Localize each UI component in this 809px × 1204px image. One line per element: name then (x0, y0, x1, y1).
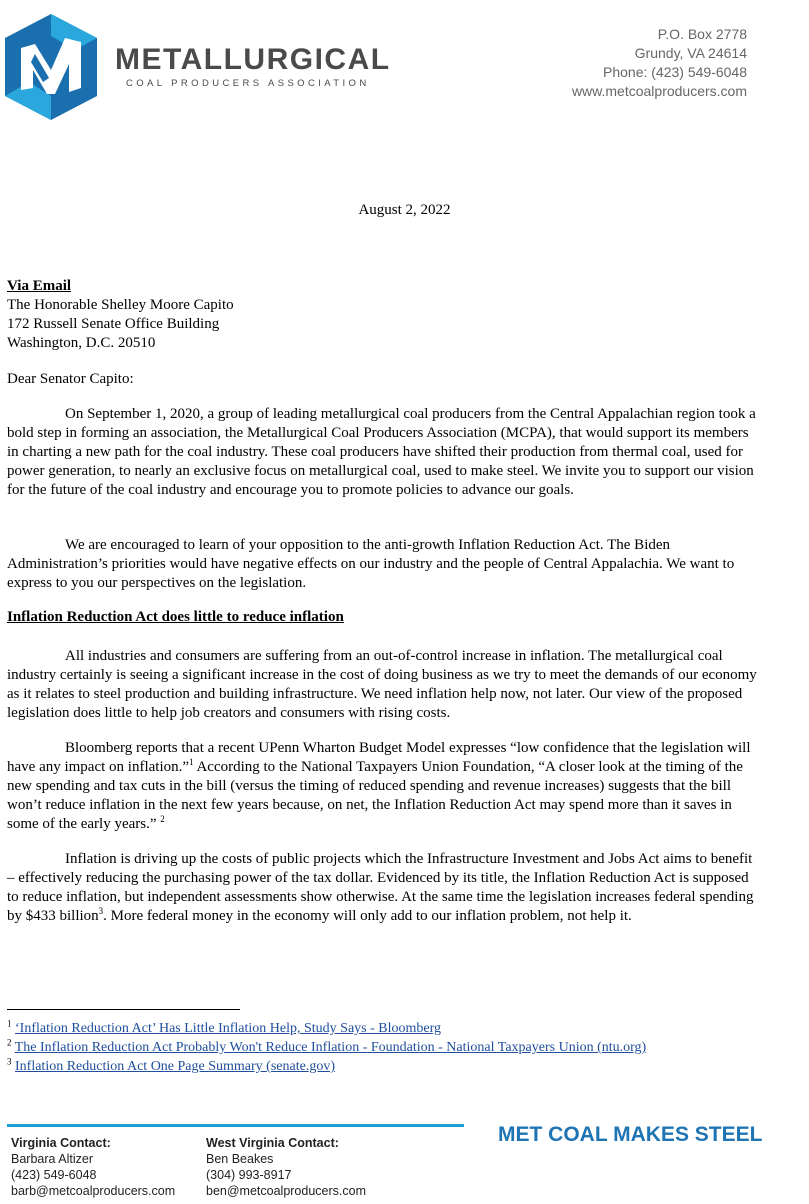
footer-divider (7, 1124, 464, 1127)
website[interactable]: www.metcoalproducers.com (571, 83, 747, 99)
va-contact-email[interactable]: barb@metcoalproducers.com (11, 1184, 176, 1198)
footnotes (7, 1019, 646, 1076)
footer-slogan: MET COAL MAKES STEEL (498, 1123, 763, 1146)
mcpa-logo-icon (5, 14, 97, 120)
va-contact-name: Barbara Altizer (11, 1152, 93, 1166)
footnote-ref-1[interactable]: 1 (189, 757, 194, 767)
virginia-contact (11, 1135, 175, 1199)
footnote-link-3[interactable]: Inflation Reduction Act One Page Summary (senate.gov) (15, 1059, 335, 1074)
wv-contact-phone: (304) 993-8917 (206, 1168, 292, 1182)
footnote-3: $^3$ Inflation Reduction Act One Page Summary (senate.gov) (7, 1056, 335, 1074)
paragraph-1: On September 1, 2020, a group of leading metallurgical coal producers from the Central Appalachian region took a bold step in forming an association, the Metallurgical Coal Producers Association (MCPA), that would support its members in charting a new path for the coal industry. These coal producers have shifted their production from thermal coal, used for power generation, to nearly an exclusive focus on metallurgical coal, used to make steel. We invite you to support our vision for the future of the coal industry and encourage you to promote policies to advance our goals. (7, 406, 756, 498)
footnote-ref-3[interactable]: 3 (98, 906, 104, 916)
via-email: Via Email (7, 278, 72, 294)
wv-contact-name: Ben Beakes (206, 1152, 274, 1166)
city-state: Grundy, VA 24614 (634, 45, 747, 61)
recipient-office: 172 Russell Senate Office Building (7, 316, 220, 332)
recipient-city: Washington, D.C. 20510 (7, 335, 156, 351)
paragraph-5: Inflation is driving up the costs of public projects which the Infrastructure Investment and Jobs Act aims to benefit – effectively reducing the purchasing power of the tax dollar. Evidenced by its title, the Inflation Reduction Act is supposed to reduce inflation, but independent assessments show otherwise. At the same time the legislation increases federal spending by $433 billion$^3$. More federal money in the economy will only add to our inflation problem, not help it. (7, 851, 754, 924)
salutation: Dear Senator Capito: (7, 371, 134, 387)
west-virginia-contact (206, 1135, 366, 1199)
footnote-ref-2[interactable]: 2 (160, 814, 165, 824)
wv-contact-email[interactable]: ben@metcoalproducers.com (206, 1184, 366, 1198)
wv-contact-title: West Virginia Contact: (206, 1136, 339, 1150)
va-contact-title: Virginia Contact: (11, 1136, 111, 1150)
phone: Phone: (423) 549-6048 (603, 64, 747, 80)
paragraph-2: We are encouraged to learn of your opposition to the anti-growth Inflation Reduction Act. The Biden Administration’s priorities would have negative effects on our industry and the people of Central Appalachia. We want to express to you our perspectives on the legislation. (7, 537, 735, 591)
address-block (572, 25, 747, 101)
section-heading: Inflation Reduction Act does little to reduce inflation (7, 609, 344, 625)
paragraph-3: All industries and consumers are suffering from an out-of-control increase in inflation. The metallurgical coal industry certainly is seeing a significant increase in the cost of doing business as we try to meet the demands of our economy as it relates to steel production and building infrastructure. We need inflation help now, not later. Our view of the proposed legislation does little to help job creators and consumers with rising costs. (7, 648, 757, 721)
recipient-name: The Honorable Shelley Moore Capito (7, 297, 234, 313)
footnote-link-1[interactable]: ‘Inflation Reduction Act’ Has Little Inflation Help, Study Says - Bloomberg (15, 1021, 442, 1036)
va-contact-phone: (423) 549-6048 (11, 1168, 97, 1182)
footnote-link-2[interactable]: The Inflation Reduction Act Probably Won't Reduce Inflation - Foundation - National Taxpayers Union (ntu.org) (14, 1040, 647, 1055)
footnote-divider (7, 1009, 240, 1010)
org-name: METALLURGICAL (115, 43, 391, 76)
org-subtitle: COAL PRODUCERS ASSOCIATION (126, 78, 370, 89)
footnote-1: $^1$ ‘Inflation Reduction Act’ Has Little Inflation Help, Study Says - Bloomberg (7, 1018, 442, 1036)
recipient-block (7, 277, 234, 353)
po-box: P.O. Box 2778 (657, 26, 747, 42)
letter-date: August 2, 2022 (358, 202, 451, 218)
paragraph-4: Bloomberg reports that a recent UPenn Wharton Budget Model expresses “low confidence that the legislation will have any impact on inflation.”$^1$ According to the National Taxpayers Union Foundation, “A closer look at the timing of the new spending and tax cuts in the bill (versus the timing of reduced spending and revenue increases) suggests that the bill won’t reduce inflation in the next few years because, on net, the Inflation Reduction Act may spend more than it saves in some of the early years.” $^2$ (7, 740, 751, 832)
footnote-2: $^2$ The Inflation Reduction Act Probably Won't Reduce Inflation - Foundation - National Taxpayers Union (ntu.org) (7, 1037, 647, 1055)
